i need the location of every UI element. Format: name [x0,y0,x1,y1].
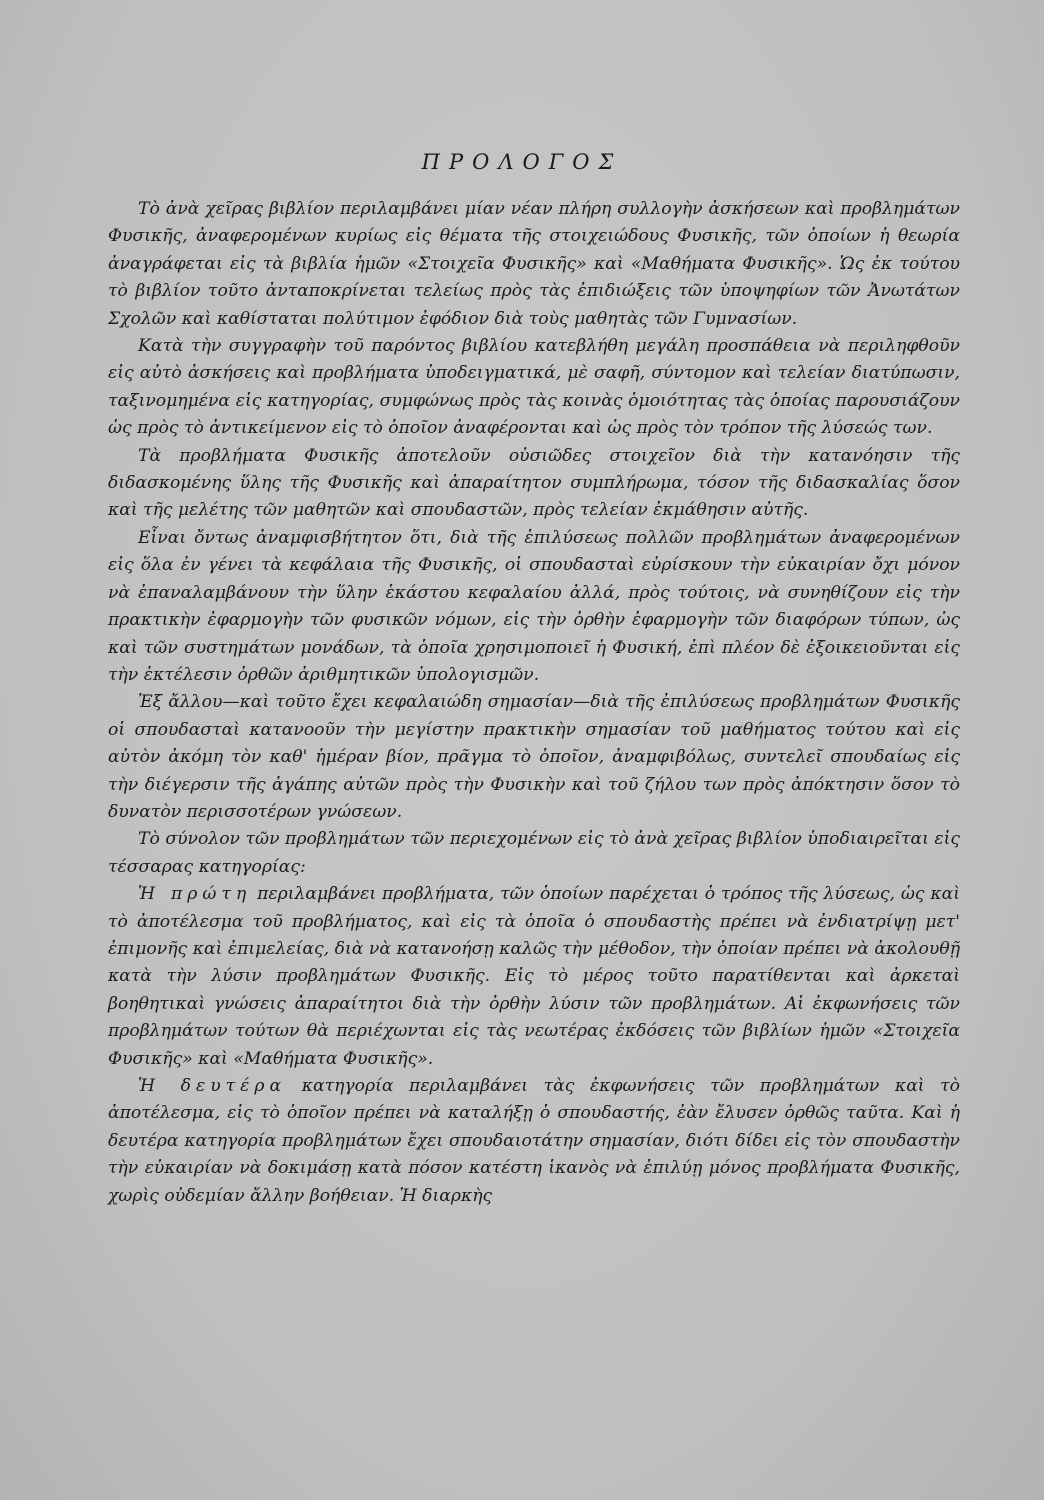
paragraph-intro: Τὸ ἀνὰ χεῖρας βιβλίον περιλαμβάνει μίαν νέαν πλήρη συλλογὴν ἀσκήσεων καὶ προβλημάτων Φυσικῆς, ἀναφερομένων κυρίως εἰς θέματα τῆς στοιχειώδους Φυσικῆς, τῶν ὁποίων ἡ θεωρία ἀναγράφεται εἰς τὰ βιβλία ἡμῶν «Στοιχεῖα Φυσικῆς» καὶ «Μαθήματα Φυσικῆς». Ὡς ἐκ τούτου τὸ βιβλίον τοῦτο ἀνταποκρίνεται τελείως πρὸς τὰς ἐπιδιώξεις τῶν ὑποψηφίων τῶν Ἀνωτάτων Σχολῶν καὶ καθίσταται πολύτιμον ἐφόδιον διὰ τοὺς μαθητὰς τῶν Γυμνασίων. [108,199,960,329]
page-title: ΠΡΟΛΟΓΟΣ [421,150,623,174]
paragraph-category-first [108,881,960,1073]
paragraph-importance: Τὰ προβλήματα Φυσικῆς ἀποτελοῦν οὐσιῶδες στοιχεῖον διὰ τὴν κατανόησιν τῆς διδασκομένης ὕλης τῆς Φυσικῆς καὶ ἀπαραίτητον συμπλήρωμα, τόσον τῆς διδασκαλίας ὅσον καὶ τῆς μελέτης τῶν μαθητῶν καὶ σπουδαστῶν, πρὸς τελείαν ἐκμάθησιν αὐτῆς. [108,445,960,521]
paragraph-writing: Κατὰ τὴν συγγραφὴν τοῦ παρόντος βιβλίου κατεβλήθη μεγάλη προσπάθεια νὰ περιληφθοῦν εἰς αὐτὸ ἀσκήσεις καὶ προβλήματα ὑποδειγματικά, μὲ σαφῆ, σύντομον καὶ τελείαν διατύπωσιν, ταξινομημένα εἰς κατηγορίας, συμφώνως πρὸς τὰς κοινὰς ὁμοιότητας τὰς ὁποίας παρουσιάζουν ὡς πρὸς τὸ ἀντικείμενον εἰς τὸ ὁποῖον ἀναφέρονται καὶ ὡς πρὸς τὸν τρόπον τῆς λύσεώς των. [108,336,960,439]
category-second-text: κατηγορία περιλαμβάνει τὰς ἐκφωνήσεις τῶν προβλημάτων καὶ τὸ ἀποτέλεσμα, εἰς τὸ ὁποῖον πρέπει νὰ καταλήξῃ ὁ σπουδαστής, ἐὰν ἔλυσεν ὀρθῶς ταῦτα. Καὶ ἡ δευτέρα κατηγορία προβλημάτων ἔχει σπουδαιοτάτην σημασίαν, διότι δίδει εἰς τὸν σπουδαστὴν τὴν εὐκαιρίαν νὰ δοκιμάσῃ κατὰ πόσον κατέστη ἱκανὸς νὰ ἐπιλύῃ μόνος προβλήματα Φυσικῆς, χωρὶς οὐδεμίαν ἄλλην βοήθειαν. Ἡ διαρκὴς [108,1076,960,1206]
preface-body [108,196,960,1210]
paragraph-practical: Ἐξ ἄλλου—καὶ τοῦτο ἔχει κεφαλαιώδη σημασίαν—διὰ τῆς ἐπιλύσεως προβλημάτων Φυσικῆς οἱ σπουδασταὶ κατανοοῦν τὴν μεγίστην πρακτικὴν σημασίαν τοῦ μαθήματος τούτου καὶ εἰς αὐτὸν ἀκόμη τὸν καθ' ἡμέραν βίον, πρᾶγμα τὸ ὁποῖον, ἀναμφιβόλως, συντελεῖ σπουδαίως εἰς τὴν διέγερσιν τῆς ἀγάπης αὐτῶν πρὸς τὴν Φυσικὴν καὶ τοῦ ζήλου των πρὸς ἀπόκτησιν ὅσον τὸ δυνατὸν περισσοτέρων γνώσεων. [108,692,960,822]
paragraph-category-second [108,1073,960,1210]
category-first-lead: Ἡ πρώτη [138,884,252,905]
paragraph-benefits: Εἶναι ὄντως ἀναμφισβήτητον ὅτι, διὰ τῆς ἐπιλύσεως πολλῶν προβλημάτων ἀναφερομένων εἰς ὅλα ἐν γένει τὰ κεφάλαια τῆς Φυσικῆς, οἱ σπουδασταὶ εὑρίσκουν τὴν εὐκαιρίαν ὄχι μόνον νὰ ἐπαναλαμβάνουν τὴν ὕλην ἑκάστου κεφαλαίου ἀλλά, πρὸς τούτοις, νὰ συνηθίζουν εἰς τὴν πρακτικὴν ἐφαρμογὴν τῶν φυσικῶν νόμων, εἰς τὴν ὀρθὴν ἐφαρμογὴν τῶν διαφόρων τύπων, ὡς καὶ τῶν συστημάτων μονάδων, τὰ ὁποῖα χρησιμοποιεῖ ἡ Φυσική, ἐπὶ πλέον δὲ ἐξοικειοῦνται εἰς τὴν ἐκτέλεσιν ὀρθῶν ἀριθμητικῶν ὑπολογισμῶν. [108,527,960,685]
category-first-text: περιλαμβάνει προβλήματα, τῶν ὁποίων παρέχεται ὁ τρόπος τῆς λύσεως, ὡς καὶ τὸ ἀποτέλεσμα τοῦ προβλήματος, καὶ εἰς τὰ ὁποῖα ὁ σπουδαστὴς πρέπει νὰ ἐνδιατρίψῃ μετ' ἐπιμονῆς καὶ ἐπιμελείας, διὰ νὰ κατανοήσῃ καλῶς τὴν μέθοδον, τὴν ὁποίαν πρέπει νὰ ἀκολουθῇ κατὰ τὴν λύσιν προβλημάτων Φυσικῆς. Εἰς τὸ μέρος τοῦτο παρατίθενται καὶ ἀρκεταὶ βοηθητικαὶ γνώσεις ἀπαραίτητοι διὰ τὴν ὀρθὴν λύσιν τῶν προβλημάτων. Αἱ ἐκφωνήσεις τῶν προβλημάτων τούτων θὰ περιέχωνται εἰς τὰς νεωτέρας ἐκδόσεις τῶν βιβλίων ἡμῶν «Στοιχεῖα Φυσικῆς» καὶ «Μαθήματα Φυσικῆς». [108,884,960,1069]
paragraph-categories: Τὸ σύνολον τῶν προβλημάτων τῶν περιεχομένων εἰς τὸ ἀνὰ χεῖρας βιβλίον ὑποδιαιρεῖται εἰς τέσσαρας κατηγορίας: [108,829,960,877]
category-second-lead: Ἡ δευτέρα [138,1076,287,1096]
